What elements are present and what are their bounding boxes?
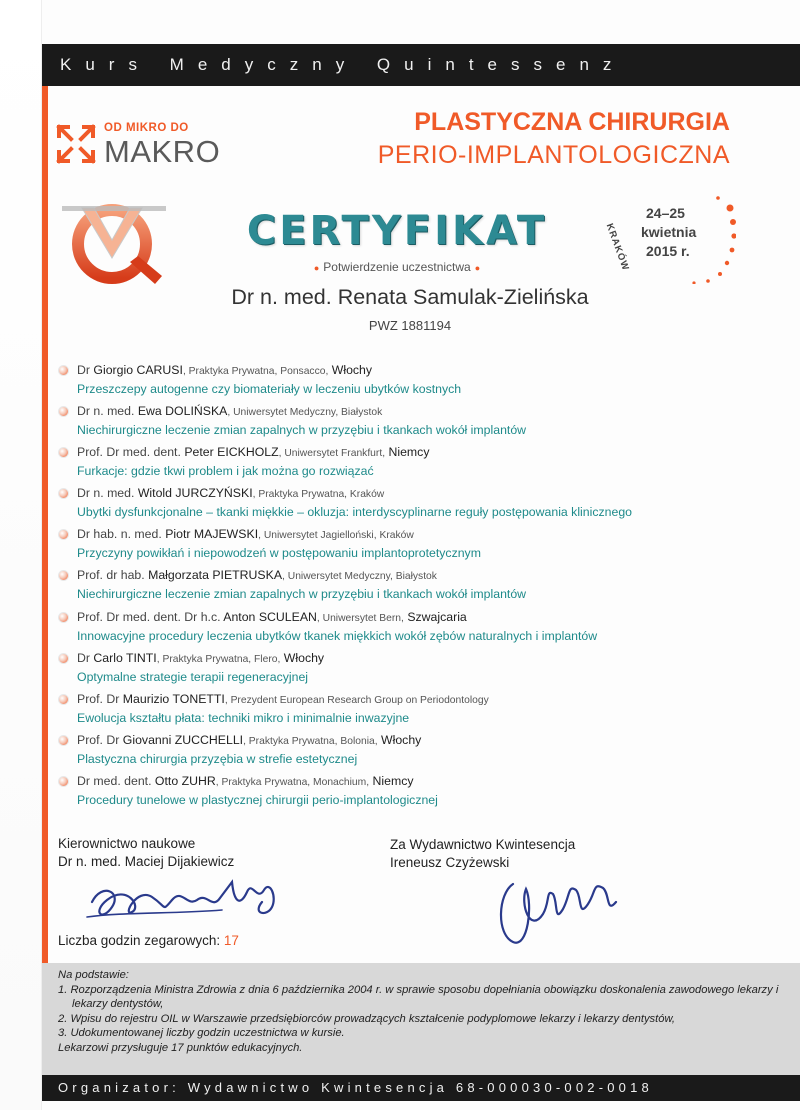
speaker-degree: Dr n. med. — [77, 404, 135, 419]
speaker-name: Piotr MAJEWSKI — [165, 527, 259, 542]
speaker-name: Małgorzata PIETRUSKA — [148, 568, 283, 583]
lecture-topic: Ubytki dysfunkcjonalne – tkanki miękkie – okluzja: interdyscyplinarne reguły postępowania klinicznego — [77, 505, 633, 520]
speaker-affiliation: , Uniwersytet Frankfurt, — [278, 448, 386, 460]
list-item — [58, 526, 778, 567]
list-item — [58, 609, 778, 650]
list-item — [58, 691, 778, 732]
bullet-icon — [58, 365, 69, 376]
bullet-icon — [58, 406, 69, 417]
list-item — [58, 403, 778, 444]
hours-value: 17 — [223, 933, 239, 948]
course-title-line1: PLASTYCZNA CHIRURGIA — [414, 108, 730, 136]
certificate-subheading — [232, 260, 562, 274]
bullet-icon — [58, 570, 69, 581]
signature-right-name: Ireneusz Czyżewski — [390, 855, 510, 870]
speaker-affiliation: , Praktyka Prywatna, Flero, — [156, 653, 281, 665]
subheading-text: Potwierdzenie uczestnictwa — [323, 260, 471, 274]
bullet-icon — [58, 488, 69, 499]
bullet-icon — [58, 653, 69, 664]
bullet-icon — [58, 735, 69, 746]
speaker-degree: Prof. dr hab. — [77, 568, 145, 583]
logo-subtitle: OD MIKRO DO — [104, 122, 189, 134]
speaker-country: Włochy — [283, 650, 325, 665]
legal-item: 2. Wpisu do rejestru OIL w Warszawie przedsiębiorców prowadzących kształcenie podyplomowe lekarzy i lekarzy dentystów, — [58, 1012, 676, 1025]
speaker-degree: Prof. Dr — [77, 732, 120, 747]
legal-points: Lekarzowi przysługuje 17 punktów edukacyjnych. — [58, 1041, 303, 1054]
left-margin — [0, 0, 42, 1110]
expand-arrows-icon — [56, 124, 96, 164]
handwritten-signature-left — [82, 862, 292, 932]
speaker-degree: Dr med. dent. — [77, 773, 152, 788]
bullet-icon — [58, 447, 69, 458]
lecture-topic: Optymalne strategie terapii regeneracyjnej — [77, 669, 309, 684]
list-item — [58, 732, 778, 773]
speaker-degree: Prof. Dr med. dent. Dr h.c. — [77, 609, 221, 624]
legal-item: 1. Rozporządzenia Ministra Zdrowia z dnia 6 października 2004 r. w sprawie sposobu dopełniania obowiązku doskonalenia zawodowego lekarzy i lekarzy dentystów, — [58, 983, 779, 1011]
speaker-name: Witold JURCZYŃSKI — [137, 486, 253, 501]
handwritten-signature-right — [488, 864, 638, 954]
lecture-topic: Niechirurgiczne leczenie zmian zapalnych w przyzębiu i tkankach wokół implantów — [77, 423, 527, 438]
dot-icon: ● — [474, 263, 481, 273]
list-item — [58, 773, 778, 814]
list-item — [58, 650, 778, 691]
bullet-icon — [58, 776, 69, 787]
speaker-degree: Dr hab. n. med. — [77, 527, 162, 542]
lecture-topic: Ewolucja kształtu płata: techniki mikro i minimalnie inwazyjne — [77, 710, 410, 725]
speaker-affiliation: , Prezydent European Research Group on Periodontology — [224, 694, 489, 706]
speaker-country: Niemcy — [372, 773, 414, 788]
legal-intro: Na podstawie: — [58, 969, 129, 981]
speaker-name: Carlo TINTI — [93, 650, 157, 665]
lecture-topic: Procedury tunelowe w plastycznej chirurgii perio-implantologicznej — [77, 792, 438, 807]
speaker-degree: Dr n. med. — [77, 486, 135, 501]
speaker-affiliation: , Praktyka Prywatna, Kraków — [252, 489, 385, 501]
certificate-heading: CERTYFIKAT — [246, 208, 548, 254]
speaker-country: Włochy — [381, 732, 422, 747]
speaker-affiliation: , Praktyka Prywatna, Monachium, — [215, 776, 370, 788]
organizer-footer: Organizator: Wydawnictwo Kwintesencja 68-000030-002-0018 — [42, 1075, 800, 1101]
speaker-country: Szwajcaria — [407, 609, 467, 624]
stamp-days: 24–25 — [646, 205, 685, 221]
speaker-affiliation: , Uniwersytet Bern, — [316, 612, 404, 624]
lecture-topic: Przyczyny powikłań i niepowodzeń w postępowaniu implantoprotetycznym — [77, 546, 481, 561]
lecture-topic: Innowacyjne procedury leczenia ubytków tkanek miękkich wokół zębów naturalnych i implantów — [77, 628, 598, 643]
speaker-affiliation: , Praktyka Prywatna, Bolonia, — [243, 735, 378, 747]
signature-left-role: Kierownictwo naukowe — [58, 836, 196, 851]
bullet-icon — [58, 612, 69, 623]
legal-basis — [42, 963, 800, 1075]
lecture-list — [58, 362, 778, 814]
speaker-degree: Dr — [77, 650, 90, 665]
speaker-country: Niemcy — [388, 445, 430, 460]
speaker-name: Otto ZUHR — [154, 773, 216, 788]
lecture-topic: Furkacje: gdzie tkwi problem i jak można go rozwiązać — [77, 464, 374, 479]
course-header: Kurs Medyczny Quintessenz — [42, 44, 800, 86]
speaker-country: Włochy — [331, 363, 373, 377]
signature-left-name: Dr n. med. Maciej Dijakiewicz — [58, 854, 235, 869]
speaker-name: Giorgio CARUSI — [93, 363, 183, 377]
speaker-name: Ewa DOLIŃSKA — [137, 404, 228, 419]
bullet-icon — [58, 529, 69, 540]
speaker-name: Anton SCULEAN — [223, 609, 317, 624]
legal-item: 3. Udokumentowanej liczby godzin uczestnictwa w kursie. — [58, 1027, 345, 1040]
speaker-affiliation: , Uniwersytet Medyczny, Białystok — [227, 407, 383, 419]
speaker-degree: Prof. Dr — [77, 691, 120, 706]
recipient-pwz: PWZ 1881194 — [368, 318, 452, 333]
signature-right-role: Za Wydawnictwo Kwintesencja — [390, 837, 576, 852]
orange-accent-bar — [42, 86, 48, 966]
logo-title: MAKRO — [104, 134, 221, 169]
list-item — [58, 567, 778, 608]
lecture-topic: Przeszczepy autogenne czy biomateriały w leczeniu ubytków kostnych — [77, 382, 462, 396]
stamp-year: 2015 r. — [646, 243, 690, 259]
hours-count — [58, 933, 239, 948]
stamp-month: kwietnia — [641, 224, 697, 240]
speaker-name: Peter EICKHOLZ — [184, 445, 279, 460]
speaker-affiliation: , Praktyka Prywatna, Ponsacco, — [182, 366, 329, 377]
course-title-line2: PERIO-IMPLANTOLOGICZNA — [377, 141, 730, 169]
stamp-city: KRAKÓW — [603, 222, 632, 273]
speaker-degree: Prof. Dr med. dent. — [77, 445, 181, 460]
lecture-topic: Plastyczna chirurgia przyzębia w strefie estetycznej — [77, 751, 358, 766]
list-item — [58, 444, 778, 485]
list-item — [58, 362, 778, 403]
speaker-name: Giovanni ZUCCHELLI — [122, 732, 244, 747]
vq-logo-icon — [60, 198, 170, 286]
bullet-icon — [58, 694, 69, 705]
lecture-topic: Niechirurgiczne leczenie zmian zapalnych w przyzębiu i tkankach wokół implantów — [77, 587, 527, 602]
speaker-affiliation: , Uniwersytet Medyczny, Białystok — [282, 571, 437, 583]
list-item — [58, 485, 778, 526]
speaker-affiliation: , Uniwersytet Jagielloński, Kraków — [258, 530, 414, 542]
speaker-name: Maurizio TONETTI — [122, 691, 225, 706]
recipient-name: Dr n. med. Renata Samulak-Zielińska — [231, 285, 589, 309]
hours-label: Liczba godzin zegarowych: — [58, 933, 221, 948]
speaker-degree: Dr — [77, 363, 90, 377]
dot-icon: ● — [313, 263, 320, 273]
